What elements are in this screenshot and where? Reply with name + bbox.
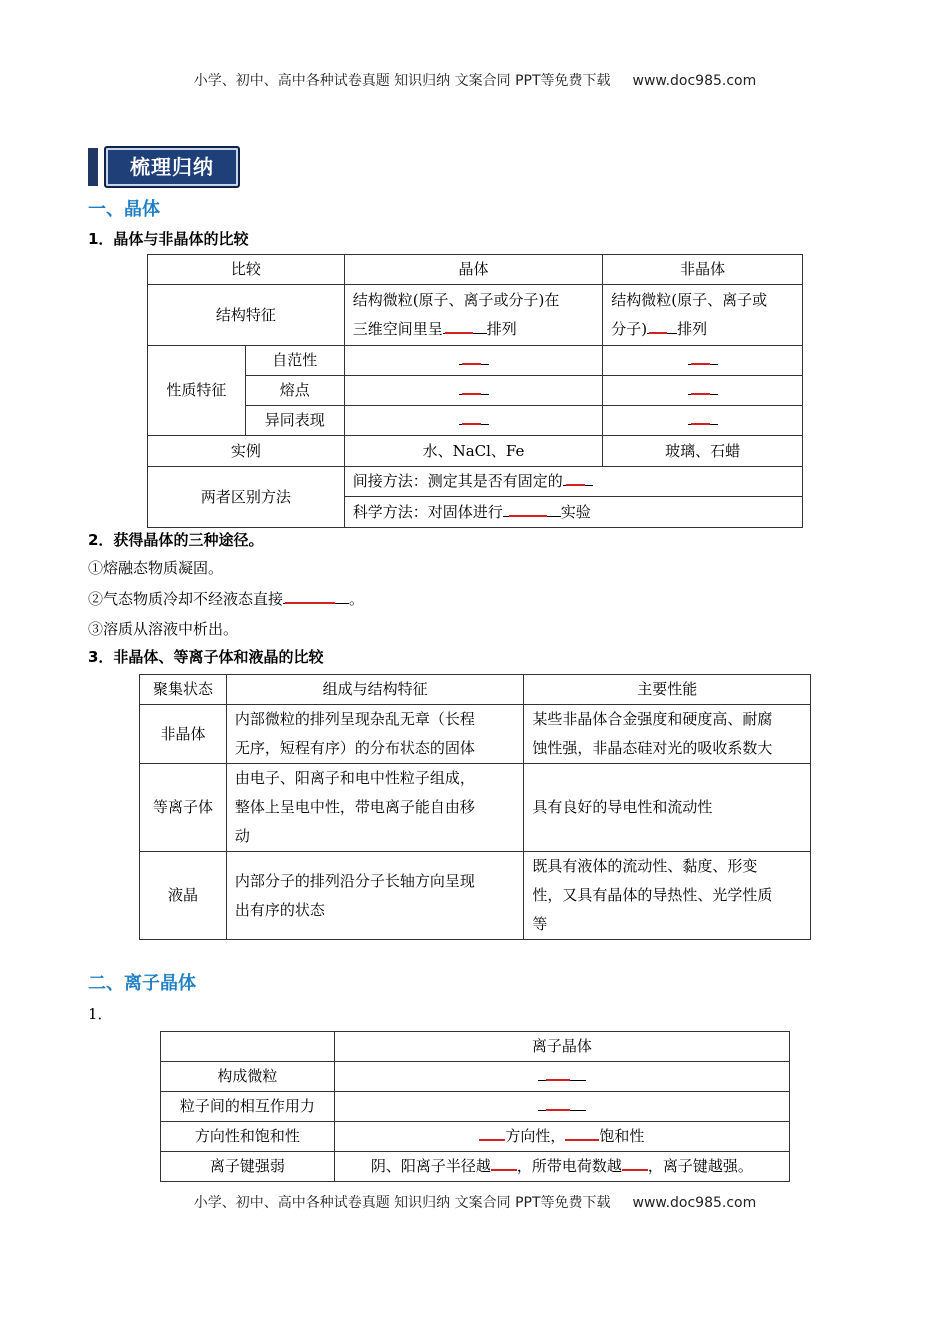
fill-blank[interactable] xyxy=(538,1094,586,1111)
structure-crystal: 结构微粒(原子、离子或分子)在 三维空间里呈 排列 xyxy=(344,285,603,346)
section2-title: 二、离子晶体 xyxy=(88,973,196,994)
fill-blank[interactable] xyxy=(491,1154,517,1171)
th-performance: 主要性能 xyxy=(524,675,811,705)
fill-blank[interactable] xyxy=(283,587,349,604)
th-state: 聚集状态 xyxy=(140,675,227,705)
fill-blank[interactable] xyxy=(688,378,718,395)
row-strength-label: 离子键强弱 xyxy=(161,1152,335,1182)
fill-blank[interactable] xyxy=(563,469,593,486)
structure-cell: 内部分子的排列沿分子长轴方向呈现 出有序的状态 xyxy=(226,852,524,940)
method-indirect: 间接方法：测定其是否有固定的 xyxy=(344,467,802,497)
state-cell: 液晶 xyxy=(140,852,227,940)
section2-sub1: 1． xyxy=(88,1005,113,1023)
banner-label: 梳理归纳 xyxy=(130,155,214,179)
structure-cell: 内部微粒的排列呈现杂乱无章（长程 无序，短程有序）的分布状态的固体 xyxy=(226,705,524,764)
th-structure: 组成与结构特征 xyxy=(226,675,524,705)
fill-blank[interactable] xyxy=(565,1124,599,1141)
fill-blank[interactable] xyxy=(443,317,487,334)
fill-blank[interactable] xyxy=(622,1154,648,1171)
th-compare: 比较 xyxy=(148,255,345,285)
section1-sub3: 3．非晶体、等离子体和液晶的比较 xyxy=(88,648,324,666)
performance-cell: 某些非晶体合金强度和硬度高、耐腐 蚀性强，非晶态硅对光的吸收系数大 xyxy=(524,705,811,764)
section1-sub2: 2．获得晶体的三种途径。 xyxy=(88,531,264,549)
prop-row-label: 自范性 xyxy=(245,346,344,376)
way-2: ②气态物质冷却不经液态直接 。 xyxy=(88,587,364,609)
fill-blank[interactable] xyxy=(459,348,489,365)
example-crystal: 水、NaCl、Fe xyxy=(344,436,603,467)
structure-cell: 由电子、阳离子和电中性粒子组成， 整体上呈电中性，带电离子能自由移 动 xyxy=(226,764,524,852)
row-particles-label: 构成微粒 xyxy=(161,1062,335,1092)
footer-text: 小学、初中、高中各种试卷真题 知识归纳 文案合同 PPT等免费下载 xyxy=(193,1195,611,1211)
crystal-comparison-table xyxy=(147,254,803,528)
method-science: 科学方法：对固体进行 实验 xyxy=(344,497,802,528)
ionic-crystal-table: 离子晶体 构成微粒 粒子间的相互作用力 方向性和饱和性 方向性， 饱和性 离子键强弱 阴、阳离子半径越 ，所带电荷数越 ，离子键越强。 xyxy=(160,1031,790,1182)
th-amorphous: 非晶体 xyxy=(603,255,803,285)
performance-cell: 具有良好的导电性和流动性 xyxy=(524,764,811,852)
fill-blank[interactable] xyxy=(538,1064,586,1081)
state-cell: 非晶体 xyxy=(140,705,227,764)
header-text: 小学、初中、高中各种试卷真题 知识归纳 文案合同 PPT等免费下载 xyxy=(193,73,611,89)
th-crystal: 晶体 xyxy=(344,255,603,285)
fill-blank[interactable] xyxy=(503,500,561,517)
example-amorphous: 玻璃、石蜡 xyxy=(603,436,803,467)
way-3: ③溶质从溶液中析出。 xyxy=(88,620,239,638)
fill-blank[interactable] xyxy=(647,317,677,334)
row-interaction-label: 粒子间的相互作用力 xyxy=(161,1092,335,1122)
page-header xyxy=(0,70,950,90)
footer-site: www.doc985.com xyxy=(632,1195,757,1211)
row-example-label: 实例 xyxy=(148,436,345,467)
fill-blank[interactable] xyxy=(459,378,489,395)
row-structure-label: 结构特征 xyxy=(148,285,345,346)
section-banner xyxy=(88,146,238,188)
page-footer xyxy=(0,1192,950,1212)
state-cell: 等离子体 xyxy=(140,764,227,852)
structure-amorphous: 结构微粒(原子、离子或 分子) 排列 xyxy=(603,285,803,346)
state-comparison-table xyxy=(139,674,811,940)
prop-row-label: 熔点 xyxy=(245,376,344,406)
row-property-label: 性质特征 xyxy=(148,346,246,436)
fill-blank[interactable] xyxy=(459,408,489,425)
header-site: www.doc985.com xyxy=(632,73,757,89)
section1-sub1: 1．晶体与非晶体的比较 xyxy=(88,230,249,248)
fill-blank[interactable] xyxy=(688,408,718,425)
prop-row-label: 异同表现 xyxy=(245,406,344,436)
row-direction-label: 方向性和饱和性 xyxy=(161,1122,335,1152)
row-method-label: 两者区别方法 xyxy=(148,467,345,528)
section1-title: 一、晶体 xyxy=(88,199,160,220)
performance-cell: 既具有液体的流动性、黏度、形变 性，又具有晶体的导热性、光学性质 等 xyxy=(524,852,811,940)
fill-blank[interactable] xyxy=(479,1124,505,1141)
way-1: ①熔融态物质凝固。 xyxy=(88,559,224,577)
fill-blank[interactable] xyxy=(688,348,718,365)
th-ionic-crystal: 离子晶体 xyxy=(334,1032,789,1062)
